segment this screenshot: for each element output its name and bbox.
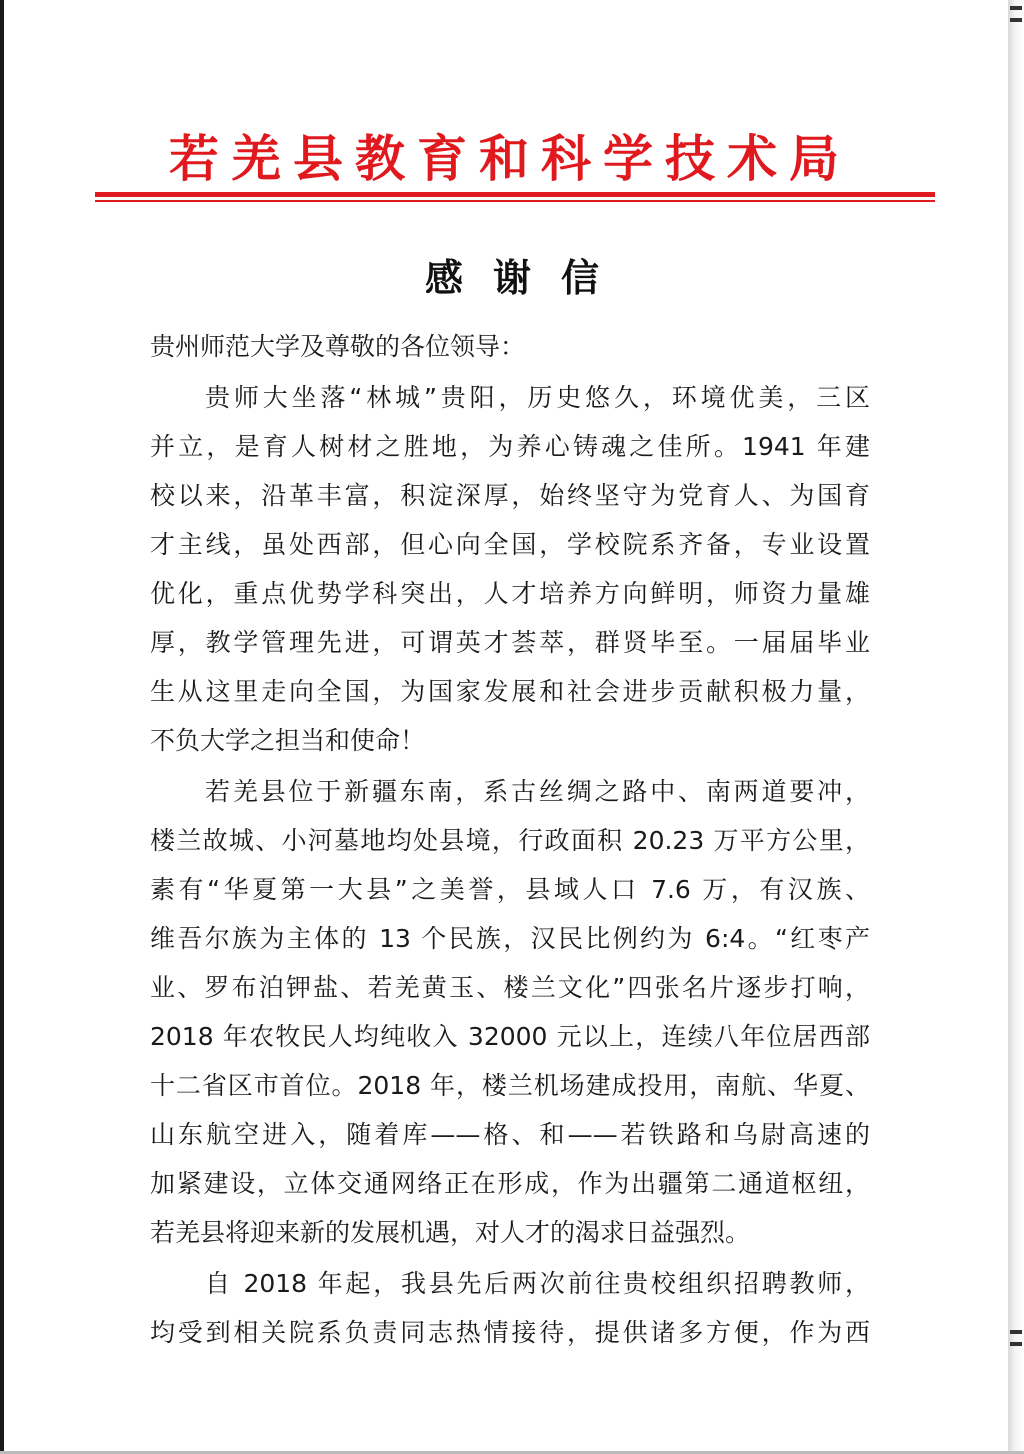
text-line: 自 2018 年起，我县先后两次前往贵校组织招聘教师， (205, 1269, 870, 1298)
text-line: 生从这里走向全国，为国家发展和社会进步贡献积极力量， (150, 677, 870, 706)
letterhead-rule-thick (95, 192, 935, 197)
scan-edge (0, 0, 4, 1454)
paragraph-1 (150, 373, 870, 765)
text-line: 均受到相关院系负责同志热情接待，提供诸多方便，作为西 (150, 1318, 870, 1347)
text-line: 十二省区市首位。2018 年，楼兰机场建成投用，南航、华夏、 (150, 1071, 870, 1100)
text-line: 业、罗布泊钾盐、若羌黄玉、楼兰文化”四张名片逐步打响， (150, 973, 870, 1002)
paragraph-2 (150, 767, 870, 1257)
text-line: 素有“华夏第一大县”之美誉，县域人口 7.6 万，有汉族、 (150, 875, 870, 904)
paragraph-3 (150, 1259, 870, 1357)
scan-edge-right (1008, 0, 1024, 1454)
letterhead-rule-thin (95, 200, 935, 202)
document-title: 感谢信 (424, 255, 629, 300)
text-line: 不负大学之担当和使命！ (150, 726, 426, 755)
text-line: 山东航空进入，随着库——格、和——若铁路和乌尉高速的 (150, 1120, 870, 1149)
text-line: 若羌县将迎来新的发展机遇，对人才的渴求日益强烈。 (150, 1218, 751, 1247)
text-line: 才主线，虽处西部，但心向全国，学校院系齐备，专业设置 (150, 530, 870, 559)
text-line: 楼兰故城、小河墓地均处县境，行政面积 20.23 万平方公里， (150, 826, 870, 855)
salutation: 贵州师范大学及尊敬的各位领导： (150, 332, 526, 361)
text-line: 贵师大坐落“林城”贵阳，历史悠久，环境优美，三区 (205, 383, 870, 412)
text-line: 2018 年农牧民人均纯收入 32000 元以上，连续八年位居西部 (150, 1022, 870, 1051)
letter-body (150, 322, 870, 1357)
text-line: 加紧建设，立体交通网络正在形成，作为出疆第二通道枢纽， (150, 1169, 870, 1198)
text-line: 厚，教学管理先进，可谓英才荟萃，群贤毕至。一届届毕业 (150, 628, 870, 657)
text-line: 校以来，沿革丰富，积淀深厚，始终坚守为党育人、为国育 (150, 481, 870, 510)
text-line: 并立，是育人树材之胜地，为养心铸魂之佳所。1941 年建 (150, 432, 870, 461)
letterhead-title: 若羌县教育和科学技术局 (169, 129, 851, 188)
text-line: 优化，重点优势学科突出，人才培养方向鲜明，师资力量雄 (150, 579, 870, 608)
text-line: 维吾尔族为主体的 13 个民族，汉民比例约为 6:4。“红枣产 (150, 924, 870, 953)
text-line: 若羌县位于新疆东南，系古丝绸之路中、南两道要冲， (205, 777, 870, 806)
